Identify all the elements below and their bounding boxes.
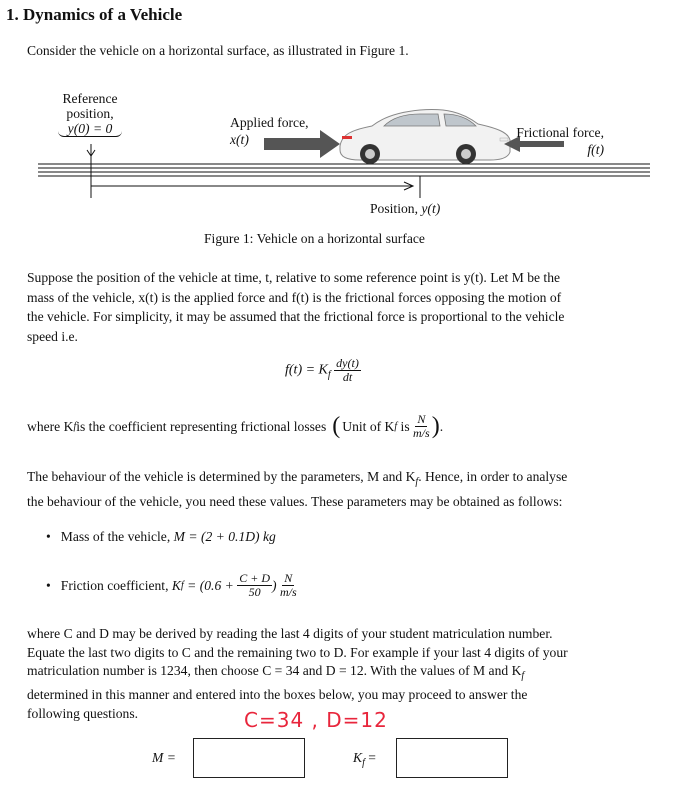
car-icon (340, 110, 510, 164)
figure-caption: Figure 1: Vehicle on a horizontal surface (204, 231, 425, 246)
kf-definition: where K f is the coefficient representing frictional losses ( Unit of K f is $\frac{N}{m/s}$ ) . (27, 412, 444, 440)
paragraph-1: Suppose the position of the vehicle at time, t, relative to some reference point is y(t). Let M be the mass of the vehicle, x(t) is the applied force and f(t) is the frictional forces opposing the motion of the vehicle. For simplicity, it may be assumed that the frictional force is proportional to the vehicle speed i.e. (27, 270, 565, 344)
kf-unit-fraction: $\frac{N}{m/s}$ (413, 412, 430, 440)
kf-label: $K_f$ = (353, 750, 376, 769)
kf-answer-box[interactable] (396, 738, 508, 778)
paragraph-2: The behaviour of the vehicle is determined by the parameters, M and $K_f$. Hence, in order to analyse the behaviour of the vehicle, you need these values. These parameters may be obtained as follows: (27, 469, 568, 510)
friction-coeff-fraction: $\frac{C + D}{50}$ (239, 571, 270, 599)
derivative-fraction: $\frac{dy(t)}{dt}$ (336, 356, 359, 384)
applied-force-arrowhead-icon (320, 130, 340, 158)
bullet-friction: • Friction coefficient, K f = (0.6 + $\frac{C + D}{50}$ ) $\frac{N}{m/s}$ (46, 571, 297, 599)
bullet-mass: • Mass of the vehicle, M = (2 + 0.1D) kg (46, 529, 276, 544)
section-title: 1. Dynamics of a Vehicle (6, 5, 183, 24)
m-answer-box[interactable] (193, 738, 305, 778)
figure-1 (0, 80, 684, 250)
position-label: Position, y(t) (370, 201, 441, 216)
friction-equation: $f(t) = K_f$ $\frac{dy(t)}{dt}$ (285, 356, 359, 384)
reference-label: Reference position, y(0) = 0 (58, 91, 122, 137)
handwritten-note: C=34 , D=12 (244, 708, 388, 732)
intro-text: Consider the vehicle on a horizontal surface, as illustrated in Figure 1. (27, 43, 409, 58)
m-label: M = (152, 750, 176, 765)
applied-force-label: Applied force, x(t) (230, 115, 309, 147)
friction-coeff-unit: $\frac{N}{m/s}$ (279, 571, 297, 599)
friction-force-label: Frictional force, f(t) (516, 125, 604, 157)
paragraph-3: where C and D may be derived by reading the last 4 digits of your student matriculation number. Equate the last two digits to C and the remaining two to D. For example if your last 4 digits of your matriculation number is 1234, then choose C = 34 and D = 12. With the values of M and $K_f$ determined in this manner and entered into the boxes below, you may proceed to answer the following questions. (27, 626, 568, 721)
